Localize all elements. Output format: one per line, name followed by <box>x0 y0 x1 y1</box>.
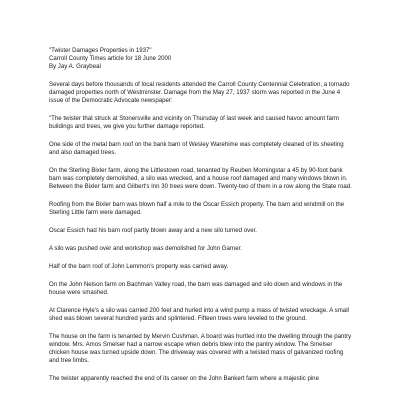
article-title: "Twister Damages Properties in 1937" <box>49 47 152 54</box>
article-author: By Jay A. Graybeal <box>49 63 101 70</box>
paragraph-warehime: One side of the metal barn roof on the bank barn of Wesley Warehime was completely cleaned of its sheeting and also damaged trees. <box>49 141 344 156</box>
paragraph-essich: Oscar Essich had his barn roof partly blown away and a new silo turned over. <box>49 227 257 234</box>
paragraph-bankert: The twister apparently reached the end of its career on the John Bankert farm where a majestic pine <box>49 375 319 382</box>
paragraph-garner: A silo was pushed over and workshop was demolished for John Garner. <box>49 245 243 252</box>
paragraph-intro: Several days before thousands of local residents attended the Carroll County Centennial Celebration, a tornado damaged properties north of Westminster. Damage from the May 27, 1937 storm was reported in the June 4 issue of the Democratic Advocate newspaper: <box>49 81 350 104</box>
paragraph-hyle: At Clarence Hyle's a silo was carried 200 feet and hurled into a wind pump a mass of twisted wreckage. A small shed was blown several hundred yards and splintered. Fifteen trees were leveled to the ground. <box>49 307 349 322</box>
article-body <box>49 47 354 393</box>
paragraph-quote-intro: "The twister that struck at Stonersville and vicinity on Thursday of last week and caused havoc amount farm buildings and trees, we give you further damage reported. <box>49 115 339 130</box>
paragraph-nelson: On the John Nelson farm on Bachman Valley road, the barn was damaged and silo down and windows in the house were smashed. <box>49 281 343 296</box>
paragraph-roofing: Roofing from the Bixler barn was blown half a mile to the Oscar Essich property. The barn and windmill on the Sterling Little farm were damaged. <box>49 201 345 216</box>
article-source: Carroll County Times article for 18 June 2000 <box>49 55 172 62</box>
article-header <box>49 47 354 71</box>
paragraph-cushman: The house on the farm is tenanted by Mervin Cushman. A board was hurtled into the dwelling through the pantry window. Mrs. Amos Smelser had a narrow escape when debris blew into the pantry window. The Smelser chicken house was turned upside down. The driveway was covered with a twisted mass of galvanized roofing and tree limbs. <box>49 333 352 364</box>
paragraph-lemmon: Half of the barn roof of John Lemmon's property was carried away. <box>49 263 229 270</box>
paragraph-bixler: On the Sterling Bixler farm, along the Littlestown road, tenanted by Reuben Morningstar a 45 by 90-foot bank barn was completely demolished, a silo was wrecked, and a house roof damaged and many windows blown in. Between the Bixler farm and Gilbert's Inn 30 trees were down. Twenty-two of them in a row along the State road. <box>49 167 352 190</box>
